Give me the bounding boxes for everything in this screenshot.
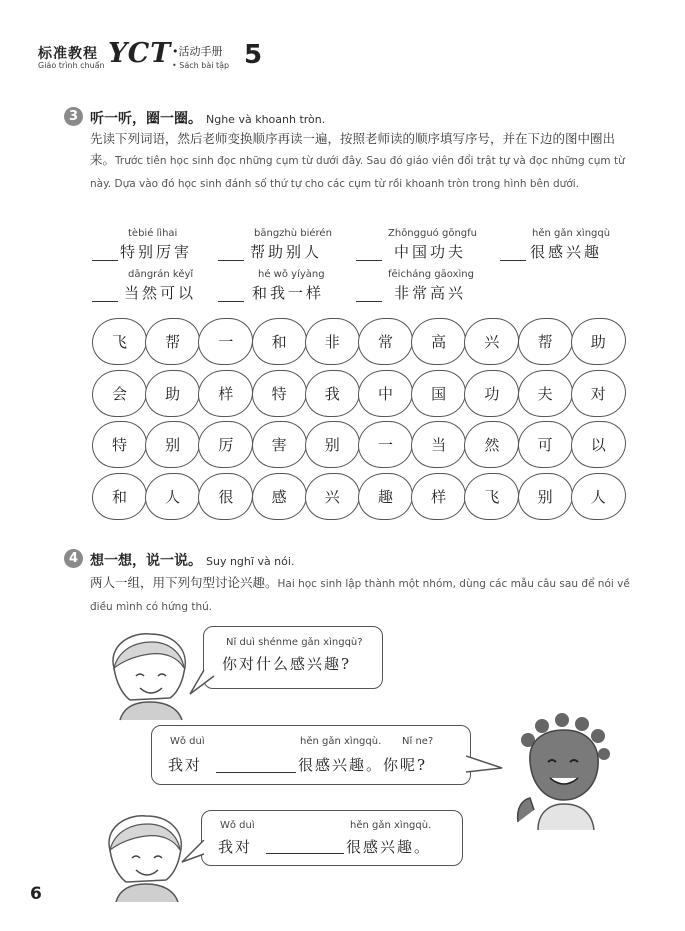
grid-character-cloud[interactable]: 别 bbox=[305, 421, 360, 468]
section-4-badge: 4 bbox=[64, 549, 83, 568]
grid-character-cloud[interactable]: 人 bbox=[145, 473, 200, 520]
vocab-pinyin: dāngrán kěyǐ bbox=[128, 269, 194, 280]
section-3-title-vi: Nghe và khoanh tròn. bbox=[206, 113, 326, 126]
grid-character-cloud[interactable]: 人 bbox=[571, 473, 626, 520]
grid-character-cloud[interactable]: 夫 bbox=[518, 370, 573, 417]
grid-character-cloud[interactable]: 感 bbox=[252, 473, 307, 520]
section-4-instruction-zh: 两人一组，用下列句型讨论兴趣。 bbox=[90, 575, 278, 590]
girl-illustration bbox=[508, 712, 618, 830]
vocab-pinyin: fēicháng gāoxìng bbox=[388, 269, 474, 280]
bubble-2-pinyin-2: hěn gǎn xìngqù. bbox=[300, 736, 382, 747]
grid-character-cloud[interactable]: 样 bbox=[198, 370, 253, 417]
section-3-instruction bbox=[90, 128, 630, 195]
grid-character-cloud[interactable]: 飞 bbox=[92, 318, 147, 365]
grid-character-cloud[interactable]: 和 bbox=[252, 318, 307, 365]
grid-character-cloud[interactable]: 帮 bbox=[518, 318, 573, 365]
grid-character-cloud[interactable]: 助 bbox=[571, 318, 626, 365]
grid-character-cloud[interactable]: 一 bbox=[358, 421, 413, 468]
grid-character-cloud[interactable]: 功 bbox=[464, 370, 519, 417]
grid-character-cloud[interactable]: 厉 bbox=[198, 421, 253, 468]
grid-character-cloud[interactable]: 常 bbox=[358, 318, 413, 365]
section-3-badge: 3 bbox=[64, 107, 83, 126]
vocab-pinyin: tèbié lìhai bbox=[128, 228, 178, 239]
answer-blank[interactable] bbox=[218, 260, 244, 261]
vocab-pinyin: bāngzhù biérén bbox=[254, 228, 332, 239]
volume-number: 5 bbox=[244, 40, 263, 70]
grid-character-cloud[interactable]: 样 bbox=[411, 473, 466, 520]
grid-character-cloud[interactable]: 对 bbox=[571, 370, 626, 417]
bubble-1-tail bbox=[188, 670, 218, 700]
bubble-2-tail bbox=[466, 750, 506, 780]
yct-logo: YCT bbox=[108, 38, 172, 69]
grid-character-cloud[interactable]: 助 bbox=[145, 370, 200, 417]
bubble-2-sentence-start: 我对 bbox=[168, 756, 203, 774]
grid-character-cloud[interactable]: 害 bbox=[252, 421, 307, 468]
grid-character-cloud[interactable]: 当 bbox=[411, 421, 466, 468]
section-3-instruction-vi: Trước tiên học sinh đọc những cụm từ dưới đây. Sau đó giáo viên đổi trật tự và đọc những cụm từ này. Dựa vào đó học sinh đánh số thứ tự cho các cụm từ rồi khoanh tròn trong hình bên dưới. bbox=[90, 155, 625, 190]
boy-illustration bbox=[100, 628, 200, 722]
grid-character-cloud[interactable]: 特 bbox=[92, 421, 147, 468]
answer-blank[interactable] bbox=[92, 301, 118, 302]
section-3-title-zh: 听一听，圈一圈。 bbox=[90, 111, 202, 127]
grid-character-cloud[interactable]: 非 bbox=[305, 318, 360, 365]
vocab-word: 非常高兴 bbox=[394, 284, 467, 302]
answer-blank[interactable] bbox=[92, 260, 118, 261]
answer-blank[interactable] bbox=[356, 260, 382, 261]
vocab-word: 和我一样 bbox=[252, 284, 325, 302]
book-type: •活动手册 bbox=[172, 45, 223, 58]
vocab-pinyin: Zhōngguó gōngfu bbox=[388, 228, 477, 239]
answer-blank[interactable] bbox=[500, 260, 526, 261]
grid-character-cloud[interactable]: 可 bbox=[518, 421, 573, 468]
section-4-instruction-vi: Hai học sinh lập thành một nhóm, dùng các mẫu câu sau để nói về điều mình có hứng thú. bbox=[90, 578, 630, 613]
grid-character-cloud[interactable]: 很 bbox=[198, 473, 253, 520]
bubble-2-pinyin-3: Nǐ ne? bbox=[402, 736, 434, 747]
bubble-3-pinyin-2: hěn gǎn xìngqù. bbox=[350, 820, 432, 831]
grid-character-cloud[interactable]: 别 bbox=[145, 421, 200, 468]
book-series-title: 标准教程 bbox=[38, 46, 98, 62]
bubble-3-tail bbox=[180, 840, 210, 870]
grid-character-cloud[interactable]: 以 bbox=[571, 421, 626, 468]
vocab-pinyin: hé wǒ yíyàng bbox=[258, 269, 325, 280]
speech-bubble-2 bbox=[151, 725, 471, 785]
speech-bubble-3 bbox=[201, 810, 463, 866]
answer-blank[interactable] bbox=[356, 301, 382, 302]
grid-character-cloud[interactable]: 兴 bbox=[464, 318, 519, 365]
book-series-subtitle: Giáo trình chuẩn bbox=[38, 61, 105, 70]
vocab-pinyin: hěn gǎn xìngqù bbox=[532, 228, 611, 239]
bubble-3-answer-blank[interactable] bbox=[266, 853, 344, 854]
page-number: 6 bbox=[30, 884, 42, 904]
grid-character-cloud[interactable]: 别 bbox=[518, 473, 573, 520]
bubble-1-sentence: 你对什么感兴趣? bbox=[222, 655, 352, 673]
grid-character-cloud[interactable]: 特 bbox=[252, 370, 307, 417]
bubble-3-sentence-end: 很感兴趣。 bbox=[346, 838, 432, 856]
section-3-title bbox=[90, 108, 325, 128]
grid-character-cloud[interactable]: 中 bbox=[358, 370, 413, 417]
character-cloud-grid bbox=[92, 318, 626, 522]
grid-character-cloud[interactable]: 我 bbox=[305, 370, 360, 417]
grid-character-cloud[interactable]: 然 bbox=[464, 421, 519, 468]
vocab-word: 中国功夫 bbox=[394, 243, 467, 261]
bubble-2-answer-blank[interactable] bbox=[216, 772, 296, 773]
grid-character-cloud[interactable]: 一 bbox=[198, 318, 253, 365]
bubble-2-pinyin-1: Wǒ duì bbox=[170, 736, 205, 747]
vocab-word: 帮助别人 bbox=[250, 243, 323, 261]
grid-character-cloud[interactable]: 国 bbox=[411, 370, 466, 417]
vocab-word: 当然可以 bbox=[124, 284, 197, 302]
bubble-1-pinyin: Nǐ duì shénme gǎn xìngqù? bbox=[226, 637, 363, 648]
grid-character-cloud[interactable]: 高 bbox=[411, 318, 466, 365]
speech-bubble-1 bbox=[203, 626, 383, 689]
section-4-instruction bbox=[90, 572, 630, 618]
grid-character-cloud[interactable]: 和 bbox=[92, 473, 147, 520]
answer-blank[interactable] bbox=[218, 301, 244, 302]
grid-character-cloud[interactable]: 兴 bbox=[305, 473, 360, 520]
section-3-instruction-zh: 先读下列词语，然后老师变换顺序再读一遍，按照老师读的顺序填写序号，并在下边的图中圈出来。 bbox=[90, 131, 616, 167]
vocab-word: 很感兴趣 bbox=[530, 243, 603, 261]
bubble-2-sentence-end: 很感兴趣。你呢? bbox=[298, 756, 428, 774]
grid-character-cloud[interactable]: 飞 bbox=[464, 473, 519, 520]
bubble-3-sentence-start: 我对 bbox=[218, 838, 253, 856]
grid-character-cloud[interactable]: 趣 bbox=[358, 473, 413, 520]
grid-character-cloud[interactable]: 帮 bbox=[145, 318, 200, 365]
bubble-3-pinyin-1: Wǒ duì bbox=[220, 820, 255, 831]
vocab-word: 特别厉害 bbox=[120, 243, 193, 261]
section-4-title-vi: Suy nghĩ và nói. bbox=[206, 555, 295, 568]
section-4-title-zh: 想一想，说一说。 bbox=[90, 553, 202, 569]
grid-character-cloud[interactable]: 会 bbox=[92, 370, 147, 417]
section-4-title bbox=[90, 550, 294, 570]
book-type-subtitle: • Sách bài tập bbox=[172, 61, 230, 70]
